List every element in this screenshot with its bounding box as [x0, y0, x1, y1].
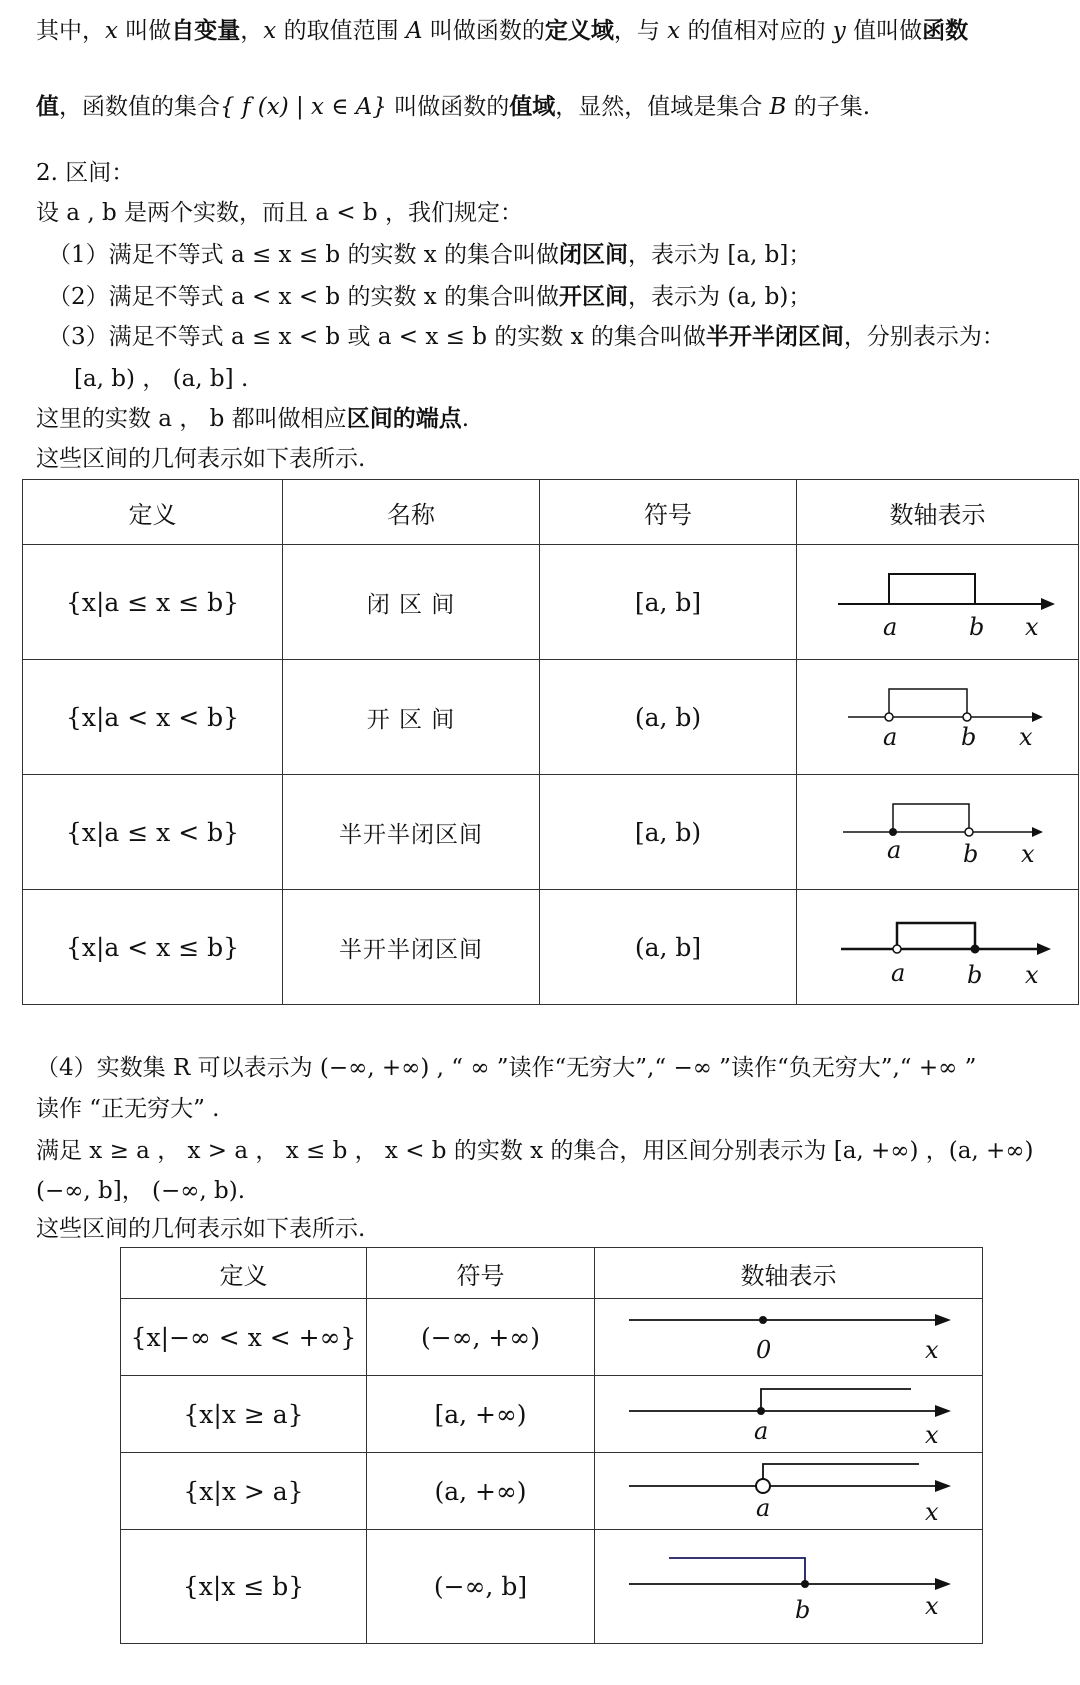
- open-point-b: [963, 713, 971, 721]
- label-a: a: [890, 959, 905, 987]
- number-line-cell: [797, 775, 1079, 890]
- definition-cell: {x|x > a}: [121, 1453, 367, 1530]
- label-b: b: [968, 613, 984, 641]
- definition-cell: {x|a < x < b}: [23, 660, 283, 775]
- term-range: 值域: [509, 94, 556, 120]
- name-cell: 半开半闭区间: [283, 890, 540, 1005]
- number-line-cell: [595, 1299, 983, 1376]
- symbol-cell: (a, b): [540, 660, 797, 775]
- text: 的取值范围: [276, 18, 406, 44]
- interval-ray: [669, 1558, 805, 1584]
- number-line-half-open-right: [813, 782, 1063, 882]
- term-value: 值: [36, 94, 59, 120]
- set-expression: { f (x) | x ∈ A}: [220, 94, 387, 120]
- symbol-cell: (a, +∞): [367, 1453, 595, 1530]
- label-b: b: [966, 961, 982, 989]
- label-x: x: [924, 1336, 939, 1364]
- var-x: x: [105, 18, 118, 44]
- label-x: x: [924, 1421, 939, 1449]
- number-line-cell: [595, 1530, 983, 1644]
- arrow-icon: [935, 1314, 951, 1326]
- text: 叫做: [117, 18, 172, 44]
- open-point-a: [756, 1479, 770, 1493]
- interval-ray: [763, 1464, 919, 1479]
- var-B: B: [769, 94, 787, 120]
- table-row: [23, 660, 1079, 775]
- symbol-cell: [a, b]: [540, 545, 797, 660]
- table-row: [121, 1530, 983, 1644]
- table-row: [121, 1376, 983, 1453]
- arrow-icon: [935, 1480, 951, 1492]
- text: （3）满足不等式 a ≤ x < b 或 a < x ≤ b 的实数 x 的集合叫做: [48, 324, 706, 350]
- label-a: a: [882, 613, 897, 641]
- table-row: [23, 775, 1079, 890]
- text: （1）满足不等式 a ≤ x ≤ b 的实数 x 的集合叫做: [48, 242, 560, 268]
- item-3-notation: [a, b) ， (a, b] .: [74, 366, 249, 392]
- header-number-line: 数轴表示: [595, 1248, 983, 1299]
- symbol-cell: (−∞, +∞): [367, 1299, 595, 1376]
- closed-point-b: [801, 1580, 809, 1588]
- text: ，分别表示为：: [843, 324, 1005, 350]
- number-line-cell: [797, 545, 1079, 660]
- interval-bracket: [889, 689, 967, 713]
- text: 的子集.: [786, 94, 871, 120]
- section-heading: 2. 区间：: [36, 160, 135, 186]
- term-independent-variable: 自变量: [171, 18, 241, 44]
- definition-cell: {x|a < x ≤ b}: [23, 890, 283, 1005]
- header-definition: 定义: [23, 480, 283, 545]
- interval-ray: [761, 1389, 911, 1411]
- table-header-row: [23, 480, 1079, 545]
- number-line-x-geq-a: [599, 1377, 979, 1451]
- number-line-closed: [813, 552, 1063, 652]
- origin-point: [759, 1316, 767, 1324]
- table-row: [23, 545, 1079, 660]
- term-endpoints: 区间的端点: [346, 406, 462, 432]
- closed-point-a: [757, 1407, 765, 1415]
- header-number-line: 数轴表示: [797, 480, 1079, 545]
- label-b: b: [962, 840, 978, 868]
- number-line-x-leq-b: [599, 1534, 979, 1640]
- text: 值叫做: [845, 18, 923, 44]
- section4-line-4: (−∞, b]， (−∞, b).: [36, 1178, 246, 1204]
- name-cell: 半开半闭区间: [283, 775, 540, 890]
- section4-line-2: 读作 “正无穷大” .: [36, 1096, 220, 1122]
- section4-line-3: 满足 x ≥ a ， x > a ， x ≤ b ， x < b 的实数 x 的集合，用区间分别表示为 [a, +∞) ，(a, +∞): [36, 1138, 1034, 1164]
- label-a: a: [755, 1494, 770, 1522]
- header-definition: 定义: [121, 1248, 367, 1299]
- number-line-x-gt-a: [599, 1454, 979, 1528]
- name-cell: 闭 区 间: [283, 545, 540, 660]
- header-symbol: 符号: [540, 480, 797, 545]
- text: ，表示为 (a, b)；: [628, 284, 812, 310]
- section4-line-1: （4）实数集 R 可以表示为 (−∞, +∞) , “ ∞ ”读作“无穷大”,“ −∞ ”读作“负无穷大”,“ +∞ ”: [36, 1055, 977, 1081]
- arrow-icon: [935, 1578, 951, 1590]
- paragraph-line-2: [36, 92, 870, 122]
- infinite-interval-table: [120, 1247, 983, 1644]
- text: 的值相对应的: [680, 18, 833, 44]
- label-x: x: [1024, 961, 1039, 989]
- open-point-a: [885, 713, 893, 721]
- endpoints-line: [36, 404, 469, 434]
- item-3: [48, 322, 1005, 352]
- definition-cell: {x|x ≤ b}: [121, 1530, 367, 1644]
- definition-cell: {x|a ≤ x ≤ b}: [23, 545, 283, 660]
- header-symbol: 符号: [367, 1248, 595, 1299]
- term-half-open-interval: 半开半闭区间: [705, 324, 844, 350]
- interval-bracket: [889, 574, 975, 604]
- table-row: [121, 1453, 983, 1530]
- definition-cell: {x|a ≤ x < b}: [23, 775, 283, 890]
- interval-bracket: [897, 923, 975, 949]
- number-line-cell: [797, 890, 1079, 1005]
- definition-cell: {x|x ≥ a}: [121, 1376, 367, 1453]
- term-open-interval: 开区间: [559, 284, 629, 310]
- arrow-icon: [1037, 943, 1051, 955]
- table-header-row: [121, 1248, 983, 1299]
- var-x: x: [263, 18, 277, 44]
- table-intro: 这些区间的几何表示如下表所示.: [36, 446, 366, 472]
- text: ，函数值的集合: [59, 94, 220, 120]
- item-1: [48, 240, 811, 270]
- label-x: x: [1024, 613, 1039, 641]
- term-domain: 定义域: [544, 18, 614, 44]
- item-2: [48, 282, 811, 312]
- number-line-open: [813, 667, 1063, 767]
- label-x: x: [1020, 840, 1035, 868]
- number-line-all-reals: [599, 1300, 979, 1374]
- term-function: 函数: [922, 18, 969, 44]
- closed-point-b: [970, 945, 979, 954]
- section-intro: 设 a , b 是两个实数，而且 a < b ，我们规定：: [36, 200, 523, 226]
- label-b: b: [794, 1595, 810, 1624]
- text: ，表示为 [a, b]；: [628, 242, 812, 268]
- symbol-cell: (a, b]: [540, 890, 797, 1005]
- text: 叫做函数的: [422, 18, 545, 44]
- interval-table: [22, 479, 1079, 1005]
- label-a: a: [886, 836, 901, 864]
- section4-line-5: 这些区间的几何表示如下表所示.: [36, 1216, 366, 1242]
- text: （2）满足不等式 a < x < b 的实数 x 的集合叫做: [48, 284, 560, 310]
- header-name: 名称: [283, 480, 540, 545]
- number-line-cell: [595, 1376, 983, 1453]
- symbol-cell: [a, b): [540, 775, 797, 890]
- number-line-cell: [595, 1453, 983, 1530]
- arrow-icon: [935, 1405, 951, 1417]
- term-closed-interval: 闭区间: [559, 242, 629, 268]
- label-a: a: [753, 1417, 768, 1445]
- text: 其中，: [36, 18, 105, 44]
- arrow-icon: [1041, 598, 1055, 610]
- text: .: [461, 406, 469, 432]
- label-a: a: [882, 723, 897, 751]
- label-x: x: [1018, 723, 1033, 751]
- closed-point-a: [889, 828, 897, 836]
- paragraph-line-1: [36, 16, 968, 46]
- symbol-cell: (−∞, b]: [367, 1530, 595, 1644]
- text: 叫做函数的: [386, 94, 510, 120]
- var-y: y: [832, 18, 846, 44]
- open-point-b: [965, 828, 973, 836]
- arrow-icon: [1032, 827, 1043, 837]
- var-x: x: [667, 18, 681, 44]
- name-cell: 开 区 间: [283, 660, 540, 775]
- table-row: [23, 890, 1079, 1005]
- arrow-icon: [1032, 712, 1043, 722]
- text: ，: [240, 18, 264, 44]
- text: ，显然，值域是集合: [555, 94, 770, 120]
- number-line-half-open-left: [813, 897, 1063, 997]
- text: 这里的实数 a ， b 都叫做相应: [36, 406, 347, 432]
- definition-cell: {x|−∞ < x < +∞}: [121, 1299, 367, 1376]
- label-x: x: [924, 1498, 939, 1526]
- table-row: [121, 1299, 983, 1376]
- label-origin: 0: [755, 1336, 771, 1364]
- open-point-a: [893, 945, 901, 953]
- text: ，与: [613, 18, 668, 44]
- symbol-cell: [a, +∞): [367, 1376, 595, 1453]
- var-A: A: [405, 18, 423, 44]
- label-b: b: [960, 723, 976, 751]
- number-line-cell: [797, 660, 1079, 775]
- label-x: x: [924, 1591, 939, 1620]
- interval-bracket: [893, 804, 969, 832]
